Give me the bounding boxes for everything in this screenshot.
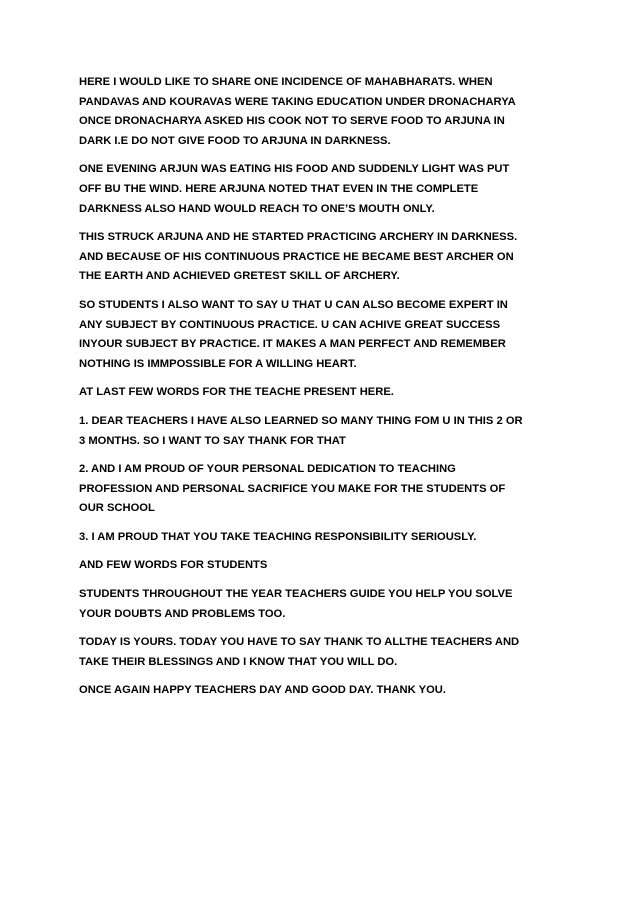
- paragraph-words-for-students: AND FEW WORDS FOR STUDENTS: [79, 559, 268, 572]
- document-body: [79, 73, 569, 710]
- paragraph-teachers-guide: STUDENTS THROUGHOUT THE YEAR TEACHERS GUIDE YOU HELP YOU SOLVE YOUR DOUBTS AND PROBLEMS TOO.: [79, 588, 513, 620]
- paragraph-point-1: 1. DEAR TEACHERS I HAVE ALSO LEARNED SO MANY THING FOM U IN THIS 2 OR 3 MONTHS. SO I WANT TO SAY THANK FOR THAT: [79, 414, 523, 447]
- paragraph-archery-practice: THIS STRUCK ARJUNA AND HE STARTED PRACTICING ARCHERY IN DARKNESS. AND BECAUSE OF HIS CONTINUOUS PRACTICE HE BECAME BEST ARCHER ON THE EARTH AND ACHIEVED GRETEST SKILL OF ARCHERY.: [79, 231, 518, 283]
- paragraph-mahabharat-incidence: HERE I WOULD LIKE TO SHARE ONE INCIDENCE OF MAHABHARATS. WHEN PANDAVAS AND KOURAVAS WERE TAKING EDUCATION UNDER DRONACHARYA ONCE DRONACHARYA ASKED HIS COOK NOT TO SERVE FOOD TO ARJUNA IN DARK I.E DO NOT GIVE FOOD TO ARJUNA IN DARKNESS.: [79, 76, 516, 147]
- paragraph-words-for-teachers: AT LAST FEW WORDS FOR THE TEACHE PRESENT HERE.: [79, 386, 394, 399]
- paragraph-today-is-yours: TODAY IS YOURS. TODAY YOU HAVE TO SAY THANK TO ALLTHE TEACHERS AND TAKE THEIR BLESSINGS AND I KNOW THAT YOU WILL DO.: [79, 636, 520, 668]
- paragraph-students-practice: SO STUDENTS I ALSO WANT TO SAY U THAT U CAN ALSO BECOME EXPERT IN ANY SUBJECT BY CONTINUOUS PRACTICE. U CAN ACHIVE GREAT SUCCESS INYOUR SUBJECT BY PRACTICE. IT MAKES A MAN PERFECT AND REMEMBER NOTHING IS IMMPOSSIBLE FOR A WILLING HEART.: [79, 298, 508, 370]
- paragraph-point-2: 2. AND I AM PROUD OF YOUR PERSONAL DEDICATION TO TEACHING PROFESSION AND PERSONAL SACRIFICE YOU MAKE FOR THE STUDENTS OF OUR SCHOOL: [79, 463, 506, 515]
- paragraph-arjun-eating: ONE EVENING ARJUN WAS EATING HIS FOOD AND SUDDENLY LIGHT WAS PUT OFF BU THE WIND. HERE ARJUNA NOTED THAT EVEN IN THE COMPLETE DARKNESS ALSO HAND WOULD REACH TO ONE’S MOUTH ONLY.: [79, 163, 510, 215]
- paragraph-point-3: 3. I AM PROUD THAT YOU TAKE TEACHING RESPONSIBILITY SERIOUSLY.: [79, 530, 477, 543]
- paragraph-closing: ONCE AGAIN HAPPY TEACHERS DAY AND GOOD DAY. THANK YOU.: [79, 684, 446, 697]
